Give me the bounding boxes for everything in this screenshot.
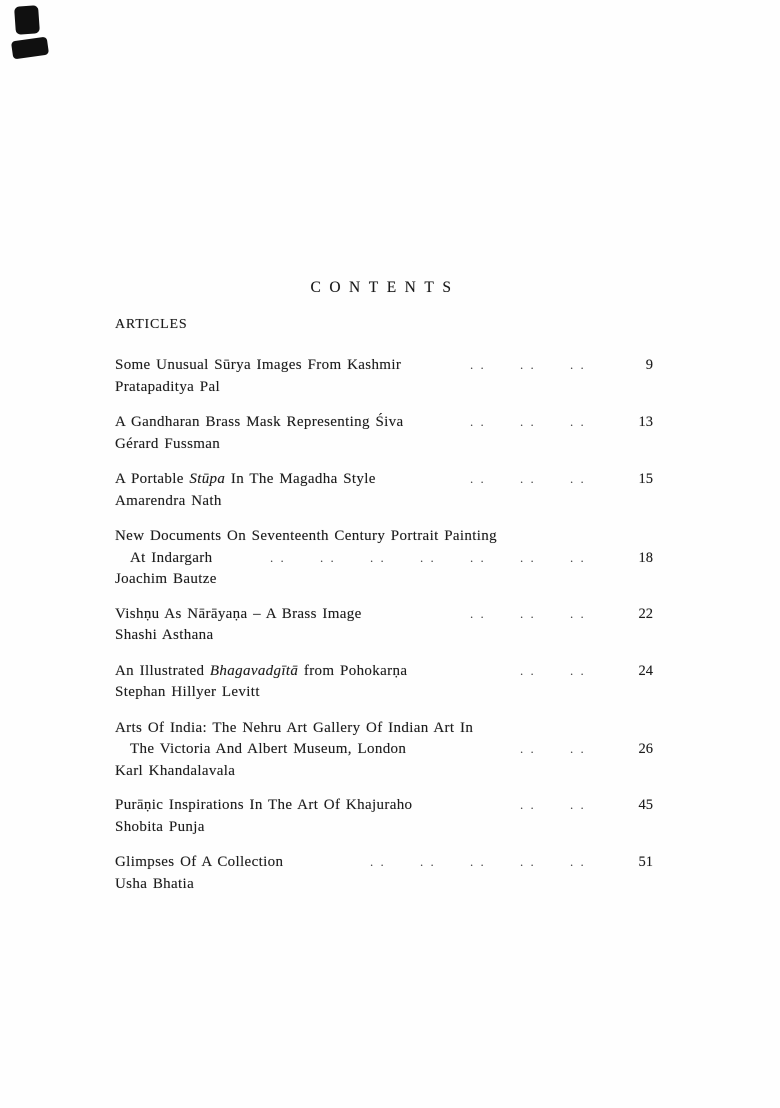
section-heading: ARTICLES (115, 317, 188, 332)
page-number: 15 (638, 471, 653, 487)
entry-title: A Gandharan Brass Mask Representing Śiva (115, 414, 404, 430)
dot-leader: . . (520, 357, 536, 372)
dot-leader: . . (570, 414, 586, 429)
page-number: 13 (638, 414, 653, 430)
dot-leader: . . (320, 549, 336, 565)
dot-leader: . . (520, 741, 536, 756)
entry-title (115, 471, 376, 487)
entry-title: Some Unusual Sūrya Images From Kashmir (115, 357, 402, 373)
dot-leader: . . (470, 471, 486, 486)
dot-leader: . . (570, 471, 586, 486)
dot-leader: . . (470, 549, 486, 565)
entry-title-continuation-line (115, 739, 655, 761)
entry-title (115, 663, 407, 679)
dot-leader: . . (370, 549, 386, 565)
dot-leader: . . (520, 549, 536, 565)
dot-leader: . . (570, 741, 586, 756)
toc-entry (115, 718, 655, 783)
scan-ink-mark-bottom (11, 37, 49, 60)
dot-leader: . . (520, 605, 536, 621)
dot-leader: . . (520, 662, 536, 678)
entry-author: Joachim Bautze (115, 571, 217, 587)
dot-leader: . . (570, 605, 586, 621)
entry-title-continuation-line (115, 548, 655, 570)
page-number: 24 (638, 662, 653, 679)
toc-entry (115, 469, 655, 512)
page-number: 45 (638, 797, 653, 813)
toc-entry (115, 661, 655, 704)
entry-title-line (115, 526, 655, 548)
entry-author: Usha Bhatia (115, 875, 195, 892)
entry-title-line (115, 718, 655, 740)
page-number: 18 (638, 549, 653, 566)
page-number: 26 (638, 741, 653, 757)
entry-title-text: In The Magadha Style (225, 471, 376, 487)
entry-title: Glimpses Of A Collection (115, 854, 284, 870)
entry-author: Pratapaditya Pal (115, 378, 220, 395)
entry-title-line (115, 469, 655, 491)
dot-leader: . . (520, 797, 536, 812)
toc-entry (115, 526, 655, 591)
entry-title-continuation: At Indargarh (130, 549, 213, 566)
entry-author: Shobita Punja (115, 818, 205, 835)
entry-title: Purāṇic Inspirations In The Art Of Khajuraho (115, 797, 413, 813)
dot-leader: . . (520, 854, 536, 869)
toc-entry (115, 852, 655, 895)
dot-leader: . . (470, 357, 486, 372)
dot-leader: . . (520, 471, 536, 486)
toc-entry (115, 355, 655, 398)
dot-leader: . . (570, 662, 586, 678)
entry-title-line (115, 412, 655, 434)
entry-title-text: from Pohokarṇa (298, 662, 408, 679)
dot-leader: . . (470, 854, 486, 869)
dot-leader: . . (570, 797, 586, 812)
page-number: 51 (638, 854, 653, 870)
dot-leader: . . (570, 549, 586, 565)
page-title: CONTENTS (310, 279, 460, 296)
scan-ink-mark-top (14, 5, 40, 35)
entry-title-italic: Stūpa (189, 471, 226, 487)
page-number: 22 (638, 605, 653, 622)
dot-leader: . . (370, 854, 386, 869)
toc-entry (115, 604, 655, 647)
dot-leader: . . (570, 357, 586, 372)
dot-leader: . . (570, 854, 586, 869)
entry-title: Vishṇu As Nārāyaṇa – A Brass Image (115, 605, 362, 622)
entry-author: Shashi Asthana (115, 627, 214, 643)
entry-title-line (115, 604, 655, 626)
entry-title-line (115, 661, 655, 683)
dot-leader: . . (520, 414, 536, 429)
dot-leader: . . (270, 549, 286, 565)
entry-author: Stephan Hillyer Levitt (115, 684, 260, 700)
entry-title: Arts Of India: The Nehru Art Gallery Of Indian Art In (115, 719, 474, 736)
dot-leader: . . (470, 414, 486, 429)
entry-title: New Documents On Seventeenth Century Portrait Painting (115, 528, 498, 544)
entry-title-line (115, 852, 655, 874)
dot-leader: . . (420, 549, 436, 565)
dot-leader: . . (470, 605, 486, 621)
dot-leader: . . (420, 854, 436, 869)
entry-title-text: A Portable (115, 471, 190, 487)
entry-title-continuation: The Victoria And Albert Museum, London (130, 741, 407, 757)
entry-title-text: An Illustrated (115, 662, 210, 679)
entry-title-line (115, 355, 655, 377)
entry-title-line (115, 795, 655, 817)
toc-entry (115, 795, 655, 838)
entry-title-italic: Bhagavadgītā (209, 662, 299, 679)
entry-author: Gérard Fussman (115, 435, 221, 452)
toc-entries (115, 355, 655, 909)
entry-author: Amarendra Nath (115, 492, 222, 509)
page-number: 9 (645, 357, 653, 373)
entry-author: Karl Khandalavala (115, 762, 236, 779)
toc-entry (115, 412, 655, 455)
